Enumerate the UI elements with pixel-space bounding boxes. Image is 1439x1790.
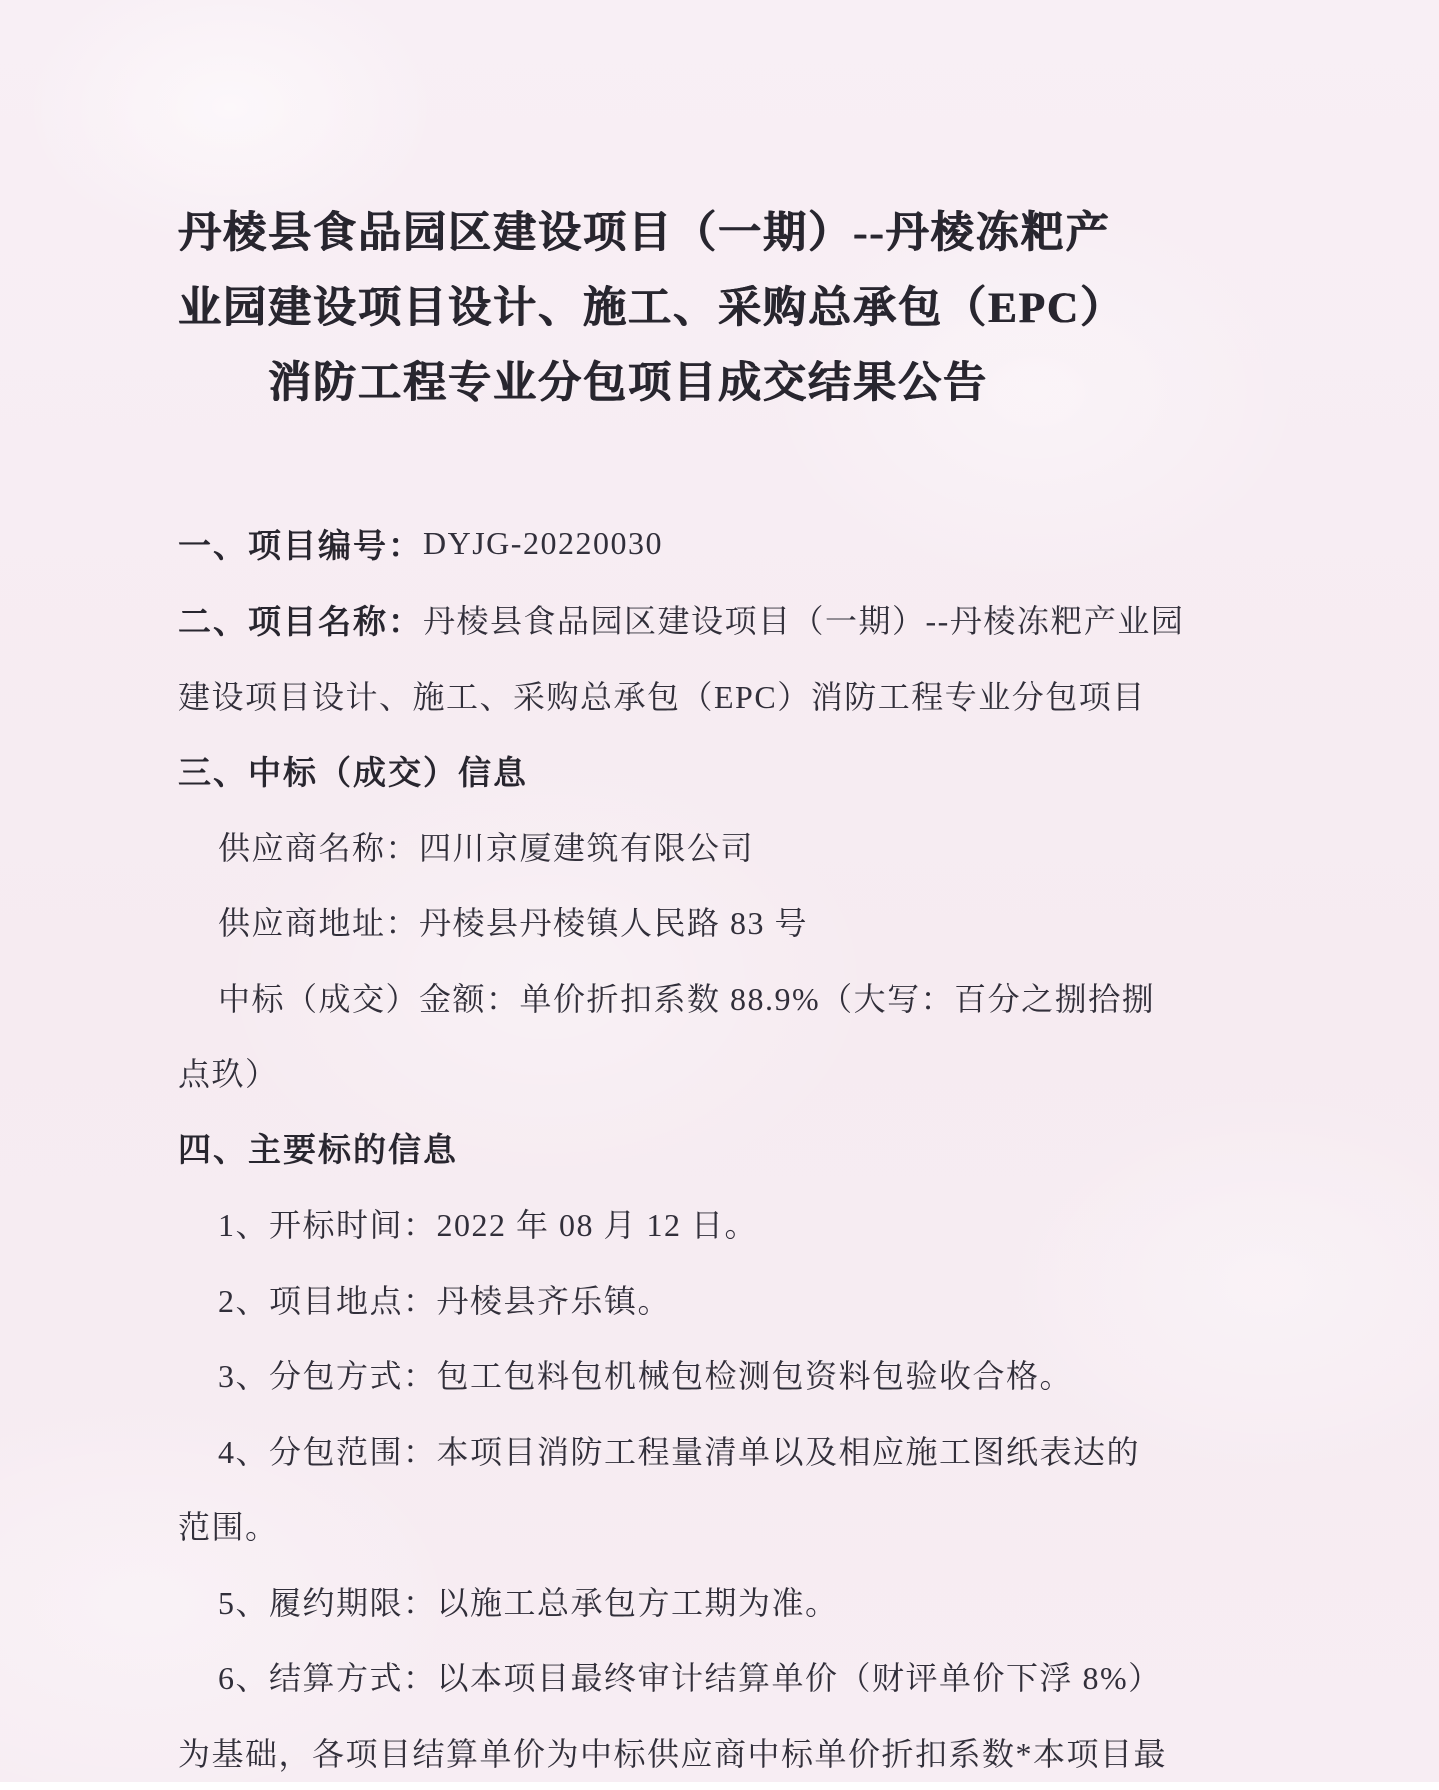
- body-line: [178, 808, 1088, 884]
- body-line: [178, 884, 1088, 960]
- title-line-3: 消防工程专业分包项目成交结果公告: [268, 360, 988, 407]
- body-line: [178, 1714, 1168, 1790]
- body-line: [178, 1186, 1088, 1262]
- line-text: DYJG-20220030: [423, 525, 663, 562]
- line-text: 5、履约期限：以施工总承包方工期为准。: [218, 1584, 839, 1621]
- line-text: 4、分包范围：本项目消防工程量清单以及相应施工图纸表达的: [218, 1433, 1141, 1470]
- line-label: 三、中标（成交）信息: [178, 753, 528, 791]
- body-line: [178, 959, 1156, 1035]
- line-text: 2、项目地点：丹棱县齐乐镇。: [218, 1282, 672, 1319]
- document-title: [178, 196, 1125, 421]
- body-line: [178, 733, 1088, 809]
- line-text: 中标（成交）金额：单价折扣系数 88.9%（大写：百分之捌拾捌: [218, 980, 1156, 1017]
- line-label: 四、主要标的信息: [178, 1131, 458, 1169]
- body-line: [178, 1035, 1088, 1111]
- line-text: 点玖）: [178, 1056, 279, 1093]
- line-text: 丹棱县食品园区建设项目（一期）--丹棱冻粑产业园: [423, 603, 1185, 640]
- body-line: [178, 1563, 1088, 1639]
- body-line: [178, 582, 1185, 658]
- line-text: 3、分包方式：包工包料包机械包检测包资料包验收合格。: [218, 1358, 1074, 1395]
- line-text: 1、开标时间：2022 年 08 月 12 日。: [218, 1207, 759, 1244]
- line-text: 建设项目设计、施工、采购总承包（EPC）消防工程专业分包项目: [178, 678, 1146, 715]
- body-line: [178, 657, 1146, 733]
- line-text: 供应商地址：丹棱县丹棱镇人民路 83 号: [218, 905, 809, 942]
- body-line: [178, 1639, 1162, 1715]
- title-line-1: 丹棱县食品园区建设项目（一期）--丹棱冻粑产: [178, 210, 1111, 257]
- title-line-2: 业园建设项目设计、施工、采购总承包（EPC）: [178, 285, 1125, 332]
- body-line: [178, 1412, 1141, 1488]
- line-text: 供应商名称：四川京厦建筑有限公司: [218, 829, 755, 866]
- body-line: [178, 506, 1088, 582]
- document-body: [178, 506, 1185, 1790]
- line-label: 二、项目名称：: [178, 602, 423, 640]
- line-text: 为基础，各项目结算单价为中标供应商中标单价折扣系数*本项目最: [178, 1735, 1168, 1772]
- line-text: 6、结算方式：以本项目最终审计结算单价（财评单价下浮 8%）: [218, 1660, 1162, 1697]
- body-line: [178, 1261, 1088, 1337]
- body-line: [178, 1110, 1088, 1186]
- body-line: [178, 1488, 1088, 1564]
- line-label: 一、项目编号：: [178, 527, 423, 565]
- line-text: 范围。: [178, 1509, 279, 1546]
- body-line: [178, 1337, 1088, 1413]
